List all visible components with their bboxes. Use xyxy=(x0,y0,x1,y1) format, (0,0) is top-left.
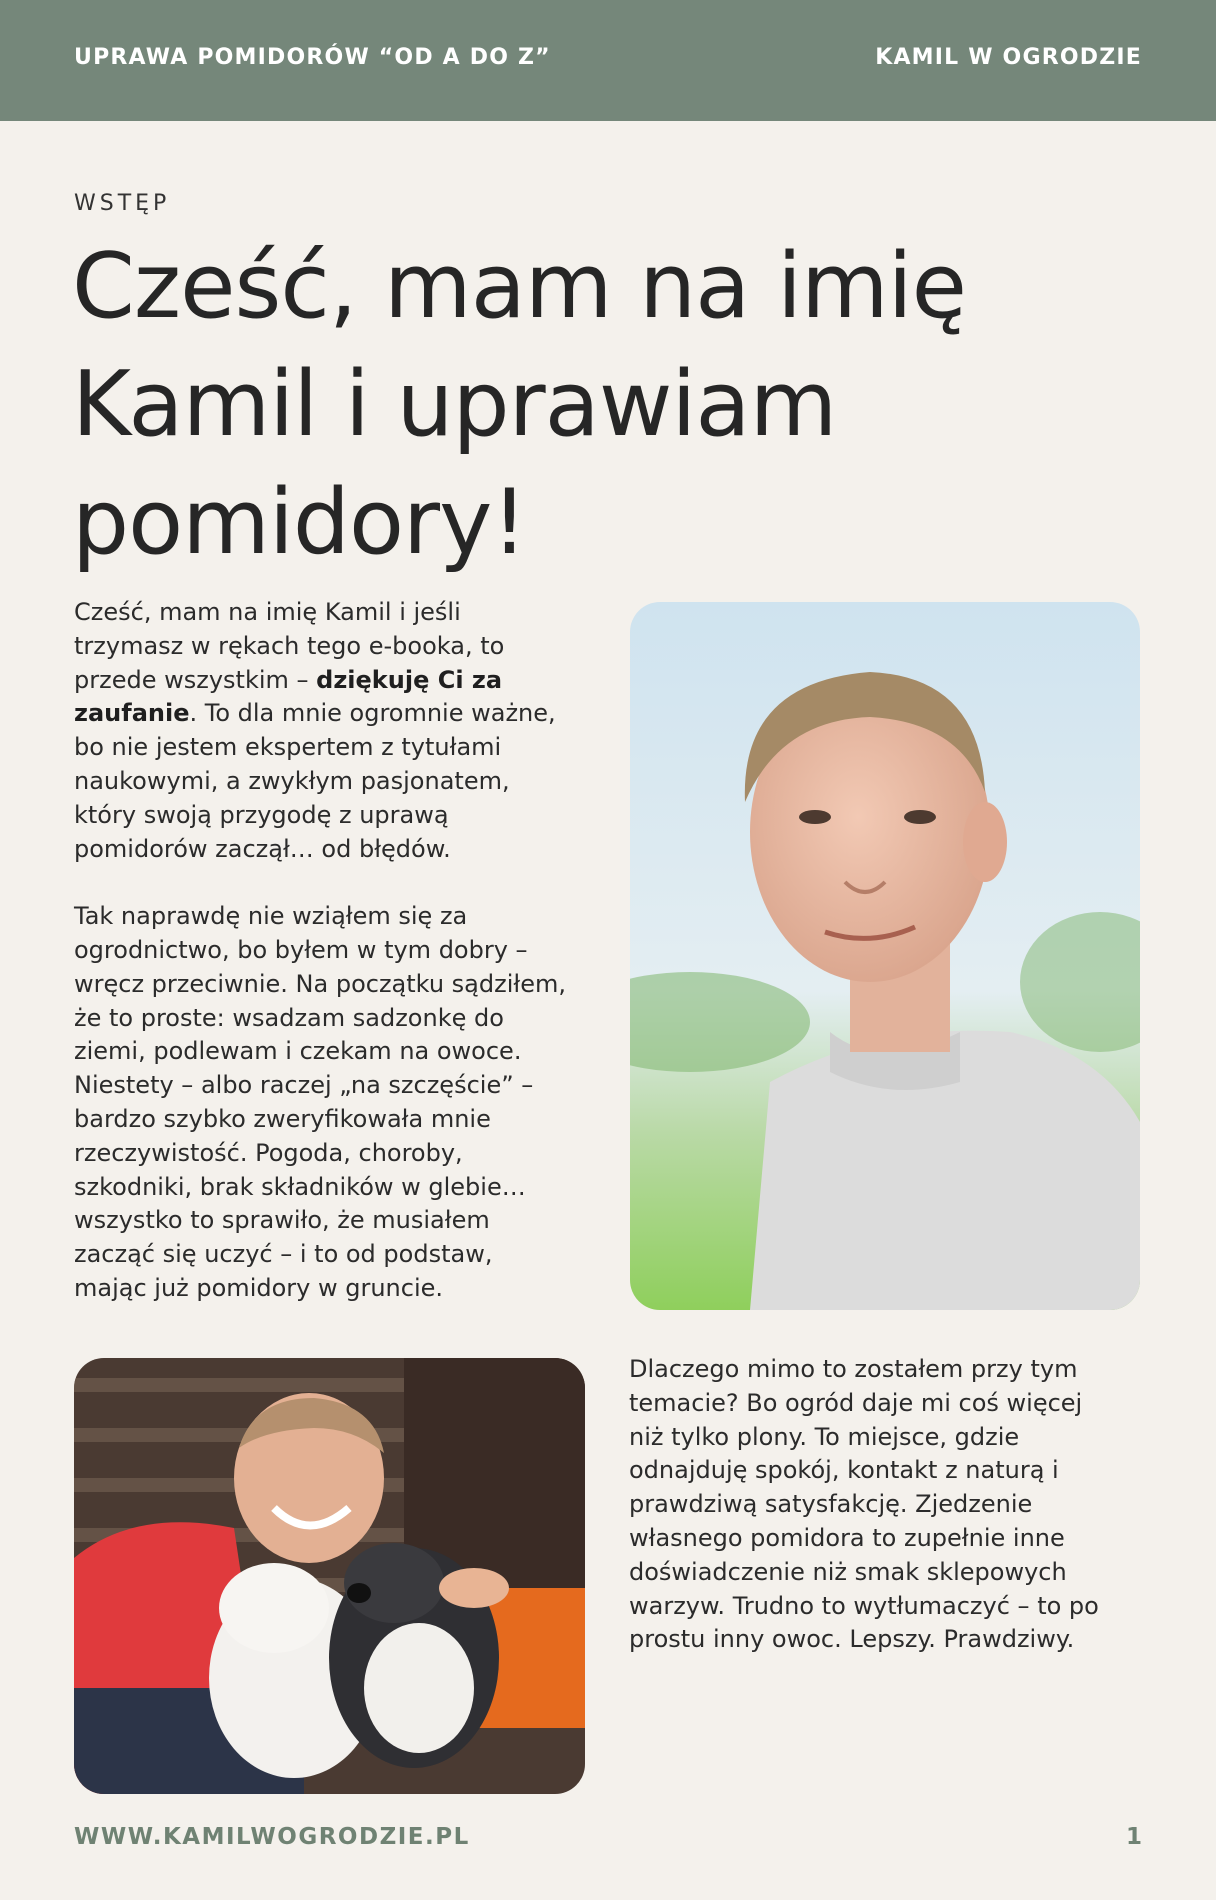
title-line: pomidory! xyxy=(72,470,527,575)
text-segment: przede wszystkim – xyxy=(74,665,317,694)
section-label: WSTĘP xyxy=(74,191,171,216)
page-title xyxy=(72,228,1152,582)
text-line xyxy=(74,697,594,731)
thanks-emphasis: dziękuję Ci za xyxy=(316,665,503,694)
text-line: trzymasz w rękach tego e-booka, to xyxy=(74,631,505,660)
text-line: temacie? Bo ogród daje mi coś więcej xyxy=(629,1388,1083,1417)
text-line: naukowymi, a zwykłym pasjonatem, xyxy=(74,766,510,795)
text-line: szkodniki, brak składników w glebie… xyxy=(74,1172,526,1201)
text-line: mając już pomidory w gruncie. xyxy=(74,1273,444,1302)
text-line: zacząć się uczyć – i to od podstaw, xyxy=(74,1240,493,1269)
text-line: ziemi, podlewam i czekam na owoce. xyxy=(74,1037,522,1066)
text-line: Niestety – albo raczej „na szczęście” – xyxy=(74,1071,534,1100)
ebook-title: UPRAWA POMIDORÓW “OD A DO Z” xyxy=(74,45,551,70)
text-line: wręcz przeciwnie. Na początku sądziłem, xyxy=(74,969,566,998)
text-line: Tak naprawdę nie wziąłem się za xyxy=(74,902,468,931)
text-line: odnajduję spokój, kontakt z naturą i xyxy=(629,1456,1059,1485)
story-paragraph xyxy=(74,900,594,1306)
dogs-illustration xyxy=(74,1358,585,1794)
portrait-photo xyxy=(630,602,1140,1310)
website-link[interactable]: WWW.KAMILWOGRODZIE.PL xyxy=(74,1824,470,1850)
text-line: który swoją przygodę z uprawą xyxy=(74,800,449,829)
title-line: Cześć, mam na imię xyxy=(72,234,966,339)
text-line: ogrodnictwo, bo byłem w tym dobry – xyxy=(74,935,528,964)
text-line: wszystko to sprawiło, że musiałem xyxy=(74,1206,490,1235)
text-line: własnego pomidora to zupełnie inne xyxy=(629,1523,1065,1552)
intro-paragraph xyxy=(74,596,594,866)
portrait-illustration xyxy=(630,602,1140,1310)
text-segment: . To dla mnie ogromnie ważne, xyxy=(189,699,556,728)
text-line: bardzo szybko zweryfikowała mnie xyxy=(74,1104,491,1133)
title-line: Kamil i uprawiam xyxy=(72,352,837,457)
text-line: bo nie jestem ekspertem z tytułami xyxy=(74,733,502,762)
page-number: 1 xyxy=(1125,1824,1142,1850)
text-line: że to proste: wsadzam sadzonkę do xyxy=(74,1003,504,1032)
text-line: prostu inny owoc. Lepszy. Prawdziwy. xyxy=(629,1625,1075,1654)
text-line: Cześć, mam na imię Kamil i jeśli xyxy=(74,598,461,626)
text-line: pomidorów zaczął… od błędów. xyxy=(74,834,451,863)
page-header xyxy=(0,0,1216,121)
brand-name: KAMIL W OGRODZIE xyxy=(875,45,1142,70)
text-line: doświadczenie niż smak sklepowych xyxy=(629,1557,1067,1586)
thanks-emphasis: zaufanie xyxy=(74,699,190,728)
text-line: warzyw. Trudno to wytłumaczyć – to po xyxy=(629,1591,1099,1620)
text-line: prawdziwą satysfakcję. Zjedzenie xyxy=(629,1490,1033,1519)
intro-text xyxy=(74,596,594,1306)
text-line: Dlaczego mimo to zostałem przy tym xyxy=(629,1355,1078,1383)
text-line xyxy=(74,664,594,698)
text-line: rzeczywistość. Pogoda, choroby, xyxy=(74,1138,463,1167)
dogs-photo xyxy=(74,1358,585,1794)
text-line: niż tylko plony. To miejsce, gdzie xyxy=(629,1422,1020,1451)
why-text xyxy=(629,1353,1149,1657)
